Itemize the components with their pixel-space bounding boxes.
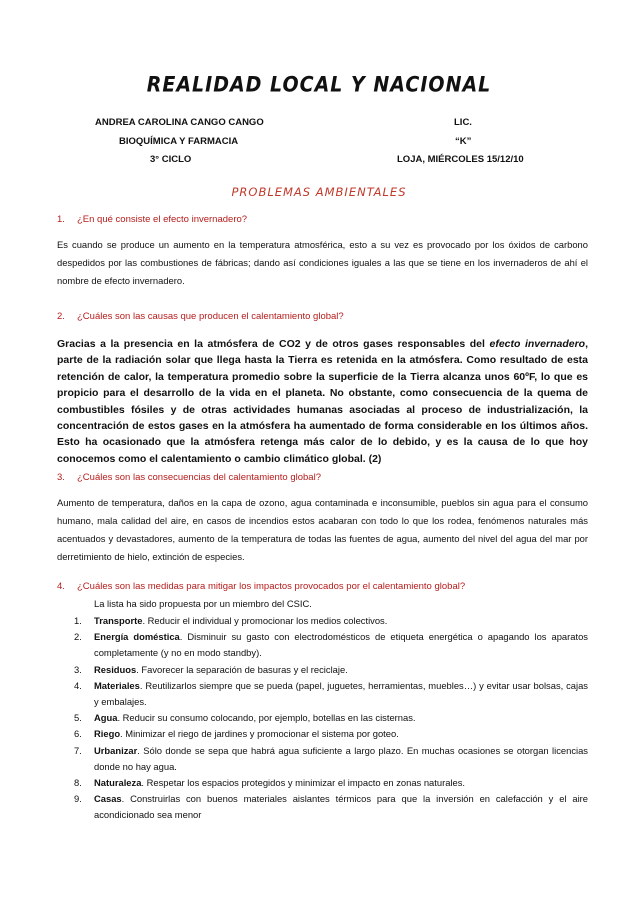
- list-item-desc: . Minimizar el riego de jardines y promocionar el sistema por goteo.: [120, 728, 399, 740]
- list-item-desc: . Reutilizarlos siempre que se pueda (papel, juguetes, herramientas, muebles…) y evitar usar bolsas, cajas y embalajes.: [94, 679, 588, 708]
- answer-3: Aumento de temperatura, daños en la capa de ozono, agua contaminada e inconsumible, pueblos sin agua para el consumo humano, mala calidad del aire, en casos de incendios estos acabaran con todo lo que los rodea, fenómenos naturales más acentuados y devastadores, aumento de la temperatura de todas las fuentes de agua, aumento del nivel del agua del mar por derretimiento de hielo, extinción de especies.: [57, 497, 588, 562]
- section-title: PROBLEMAS AMBIENTALES: [231, 185, 407, 199]
- list-item: [74, 678, 588, 710]
- list-item-text: [94, 629, 588, 661]
- list-item-text: [94, 775, 588, 791]
- list-item-desc: . Sólo donde se sepa que habrá agua suficiente a largo plazo. En muchas ocasiones se otorgan licencias donde no hay agua.: [94, 744, 588, 772]
- list-item-desc: . Favorecer la separación de basuras y el reciclaje.: [136, 663, 348, 675]
- question-4: [57, 581, 465, 592]
- list-item-text: [94, 662, 588, 678]
- list-item-term: Riego: [94, 728, 121, 740]
- question-3-number: 3.: [57, 472, 65, 483]
- measures-list: [74, 613, 588, 824]
- answer-2-emphasis: efecto invernadero: [489, 338, 586, 350]
- question-2-number: 2.: [57, 311, 65, 322]
- question-2: [57, 311, 344, 322]
- answer-2-part-a: Gracias a la presencia en la atmósfera de CO2 y de otros gases responsables del: [57, 338, 490, 350]
- list-item: [74, 726, 588, 742]
- list-item-number: 8.: [74, 777, 82, 789]
- list-item: [74, 629, 588, 661]
- list-item: [74, 775, 588, 791]
- question-3-text: ¿Cuáles son las consecuencias del calentamiento global?: [77, 472, 321, 483]
- lic-label: LIC.: [454, 117, 472, 128]
- list-item-term: Casas: [94, 793, 122, 805]
- list-item-number: 4.: [74, 679, 82, 691]
- document-title: REALIDAD LOCAL Y NACIONAL: [146, 72, 492, 98]
- list-item: [74, 710, 588, 726]
- measures-intro: La lista ha sido propuesta por un miembro del CSIC.: [94, 598, 312, 609]
- list-item-desc: . Reducir el individual y promocionar los medios colectivos.: [142, 615, 388, 626]
- question-2-text: ¿Cuáles son las causas que producen el calentamiento global?: [77, 311, 344, 322]
- question-4-text: ¿Cuáles son las medidas para mitigar los impactos provocados por el calentamiento global?: [77, 581, 466, 592]
- list-item: [74, 743, 588, 775]
- place-date: LOJA, MIÉRCOLES 15/12/10: [397, 154, 524, 165]
- list-item-term: Transporte: [94, 615, 143, 626]
- question-4-number: 4.: [57, 581, 65, 592]
- cycle: 3° CICLO: [150, 154, 192, 165]
- question-3: [57, 472, 321, 483]
- list-item-text: [94, 710, 588, 726]
- list-item-number: 9.: [74, 793, 82, 805]
- list-item-text: [94, 743, 588, 775]
- career: BIOQUÍMICA Y FARMACIA: [119, 136, 239, 147]
- question-1-text: ¿En qué consiste el efecto invernadero?: [77, 214, 248, 225]
- list-item: [74, 791, 588, 823]
- list-item-desc: . Construirlas con buenos materiales aislantes térmicos para que la inversión en calefacción y el aire acondicionado sea menor: [94, 793, 588, 821]
- list-item-number: 7.: [74, 744, 82, 756]
- question-1-number: 1.: [57, 214, 65, 225]
- list-item-desc: . Disminuir su gasto con electrodomésticos de etiqueta energética o apagando los aparatos completamente (y no en modo standby).: [94, 631, 588, 659]
- answer-2-part-b: , parte de la radiación solar que llega hasta la Tierra es retenida en la atmósfera. Como resultado de esta retención de calor, la temperatura promedio sobre la superficie de la Tierra alcanza unos 60ºF, lo que es propicio para el desarrollo de la vida en el planeta. No obstante, como consecuencia de la quema de combustibles fósiles y de otras actividades humanas asociadas al proceso de industrialización, la concentración de estos gases en la atmósfera ha aumentado de forma considerable en los últimos años. Esto ha ocasionado que la atmósfera retenga más calor de lo debido, y es la causa de lo que hoy conocemos como el calentamiento o cambio climático global. (2): [57, 338, 589, 465]
- list-item-text: [94, 726, 588, 742]
- list-item-term: Agua: [94, 712, 118, 724]
- answer-1: Es cuando se produce un aumento en la temperatura atmosférica, esto a su vez es provocado por los óxidos de carbono despedidos por las combustiones de fábricas; dando así condiciones iguales a las que se tiene en los invernaderos de ahí el nombre de efecto invernadero.: [57, 239, 588, 286]
- list-item-number: 1.: [74, 615, 82, 626]
- list-item-desc: . Reducir su consumo colocando, por ejemplo, botellas en las cisternas.: [117, 712, 416, 724]
- list-item: [74, 613, 588, 629]
- list-item-number: 2.: [74, 631, 82, 643]
- answer-2: [57, 336, 588, 467]
- list-item: [74, 662, 588, 678]
- list-item-number: 6.: [74, 728, 82, 740]
- list-item-desc: . Respetar los espacios protegidos y minimizar el impacto en zonas naturales.: [141, 777, 466, 789]
- list-item-term: Urbanizar: [94, 744, 138, 756]
- list-item-term: Residuos: [94, 663, 137, 675]
- list-item-term: Naturaleza: [94, 777, 142, 789]
- question-1: [57, 214, 247, 225]
- list-item-text: [94, 791, 588, 823]
- list-item-number: 5.: [74, 712, 82, 724]
- list-item-term: Materiales: [94, 679, 140, 691]
- list-item-number: 3.: [74, 663, 82, 675]
- student-name: ANDREA CAROLINA CANGO CANGO: [95, 117, 264, 128]
- list-item-text: [94, 678, 588, 710]
- list-item-text: [94, 613, 588, 629]
- list-item-term: Energía doméstica: [94, 631, 180, 643]
- section-label: “K”: [455, 136, 472, 147]
